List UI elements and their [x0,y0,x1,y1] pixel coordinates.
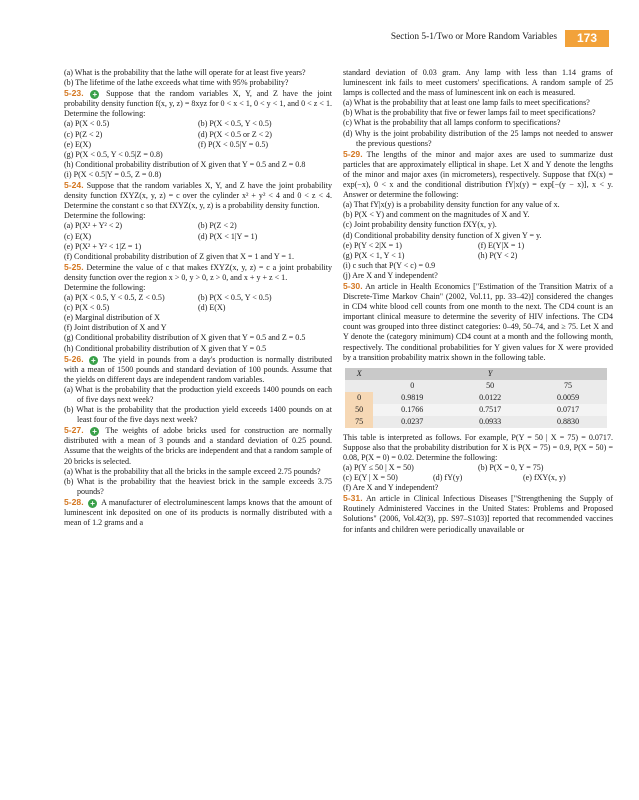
text-line: (b) The lifetime of the lathe exceeds what time with 95% probability? [64,78,289,88]
question-part: (g) P(X < 1, Y < 1) [343,250,405,260]
text-line: Determine the following: [64,282,146,292]
exercise [64,180,332,211]
exercise [343,281,613,363]
text-line: (f) Conditional probability distribution of Z given that X = 1 and Y = 1. [64,251,294,261]
text-line: (a) What is the probability that the lathe will operate for at least five years? [64,68,306,77]
exercise [64,497,332,528]
question-part: (e) P(Y < 2|X = 1) [343,240,402,250]
question-part: (c) P(Z < 2) [64,129,103,139]
question-row [64,232,332,242]
question-part: (b) P(Z < 2) [198,221,237,231]
text-line: (e) Marginal distribution of X [64,313,160,323]
exercise-text: An article in Clinical Infectious Diseases ["Strengthening the Supply of Routinely Administered Vaccines in the United States: Problems and Proposed Solutions" (2006, Vol.42(3), pp. S97–S103)] reported that recommended vaccines for infants and children were periodically unavailable or [343,494,613,534]
exercise-text: The yield in pounds from a day's production is normally distributed with a mean of 1500 pounds and standard deviation of 100 pounds. Assume that the yields on different days are independent random variables. [64,354,333,384]
exercise-number: 5-29. [343,148,363,159]
text-line: (a) That fY|x(y) is a probability density function for any value of x. [343,200,560,210]
question-row [343,241,613,251]
question-part: (c) E(Y | X = 50) [343,473,398,483]
table-cell: 0.9819 [373,392,451,404]
exercise-number: 5-27. [64,425,84,436]
question-part: (a) P(X < 0.5) [64,119,110,129]
question-part: (d) P(X < 0.5 or Z < 2) [198,129,272,139]
question-row [64,119,332,129]
text-line: (g) P(X < 0.5, Y < 0.5|Z = 0.8) [64,149,163,159]
question-row [64,293,332,303]
table-y-values-row [345,380,607,392]
question-row [343,463,613,473]
question-row [64,303,332,313]
header-x: X [345,368,373,380]
y-value: 50 [451,380,529,392]
plus-icon: + [90,90,99,99]
text-line: (f) Are X and Y independent? [343,483,439,493]
page-header [0,30,639,48]
exercise-number: 5-26. [64,353,84,364]
plus-icon: + [88,499,97,508]
exercise [64,354,332,385]
question-row [343,473,613,483]
question-part: (c) P(X < 0.5) [64,303,110,313]
question-part: (d) E(X) [198,303,226,313]
table-cell: 0.0717 [529,404,607,416]
text-line: (a) What is the probability that at least one lamp fails to meet specifications? [343,98,590,108]
text-line: (b) What is the probability that five or fewer lamps fail to meet specifications? [343,108,596,118]
question-row [64,130,332,140]
table-cell: 0.8830 [529,416,607,428]
exercise-text: A manufacturer of electroluminescent lamps knows that the amount of luminescent ink deposited on one of its products is normally distributed with a mean of 1.2 grams and a [64,497,332,528]
table-row [345,392,607,404]
text-line: Determine the following: [64,211,146,221]
exercise [64,425,332,466]
text-line: (b) What is the probability that the production yield exceeds 1400 pounds on at least four of the five days next week? [64,405,332,425]
row-label: 0 [345,392,373,404]
question-part: (a) P(X < 0.5, Y < 0.5, Z < 0.5) [64,293,165,303]
table-row [345,416,607,428]
row-label: 75 [345,416,373,428]
plus-icon: + [89,356,98,365]
text-line: (j) Are X and Y independent? [343,270,438,280]
question-part: (a) P(X² + Y² < 2) [64,221,123,231]
question-row [64,221,332,231]
text-line: (b) P(X < Y) and comment on the magnitudes of X and Y. [343,210,530,220]
table-cell: 0.0237 [373,416,451,428]
exercise-text: Suppose that the random variables X, Y, and Z have the joint probability density function f(x, y, z) = 8xyz for 0 < x < 1, 0 < y < 1, and 0 < z < 1. Determine the following: [64,89,333,119]
table-row [345,404,607,416]
question-part: (c) E(X) [64,231,92,241]
question-part: (d) fY(y) [433,473,463,483]
text-line: (b) What is the probability that the heaviest brick in the sample exceeds 3.75 pounds? [64,476,332,496]
text-line: (c) What is the probability that all lamps conform to specifications? [343,118,561,128]
question-part: (f) E(Y|X = 1) [478,240,525,250]
question-part: (d) P(X < 1|Y = 1) [198,231,258,241]
transition-matrix-table [345,368,607,428]
question-part: (e) E(X) [64,139,92,149]
exercise-number: 5-30. [343,280,363,291]
table-cell: 0.1766 [373,404,451,416]
text-line: This table is interpreted as follows. For example, P(Y = 50 | X = 75) = 0.0717. Suppose also that the probability distribution for X is P(X = 75) = 0.9, P(X = 50) = 0.08, P(X = 0) = 0.02. Determine the following: [343,432,613,462]
question-part: (b) P(X = 0, Y = 75) [478,463,544,472]
question-part: (e) fXY(x, y) [523,473,566,483]
text-line: (e) P(X² + Y² < 1|Z = 1) [64,241,142,251]
table-corner-cell [345,380,373,392]
table-cell: 0.0933 [451,416,529,428]
section-title: Section 5-1/Two or More Random Variables [390,32,557,42]
table-cell: 0.0059 [529,392,607,404]
exercise-number: 5-28. [64,496,84,507]
text-line: (d) Conditional probability density function of X given Y = y. [343,230,542,240]
text-line: (i) c such that P(Y < c) = 0.9 [343,260,436,270]
text-line: (c) Joint probability density function fXY(x, y). [343,220,497,230]
exercise-number: 5-25. [64,261,84,272]
text-line: standard deviation of 0.03 gram. Any lamp with less than 1.14 grams of luminescent ink fails to meet customers' specifications. A random sample of 25 lamps is collected and the mass of luminescent ink on each is measured. [343,68,613,98]
right-column [343,68,613,535]
exercise-number: 5-23. [64,88,84,99]
table-cell: 0.7517 [451,404,529,416]
text-line: (g) Conditional probability distribution of X given that Y = 0.5 and Z = 0.5 [64,333,306,343]
table-header-row [345,368,607,380]
text-line: (f) Joint distribution of X and Y [64,323,167,333]
question-part: (b) P(X < 0.5, Y < 0.5) [198,293,272,303]
exercise-text: An article in Health Economics ["Estimation of the Transition Matrix of a Discrete-Time Markov Chain" (2002, Vol.11, pp. 33–42)] considered the changes in CD4 white blood cell counts from one month to the next. The CD4 count is an important clinical measure to determine the severity of HIV infections. The CD4 count was grouped into three distinct categories: 0–49, 50–74, and ≥ 75. Let X and Y denote the (category minimum) CD4 count at a month and the following month, respectively. The conditional probabilities for Y given values for X were provided by a transition probability matrix shown in the following table. [343,281,613,362]
left-column [64,68,332,528]
question-part: (h) P(Y < 2) [478,250,518,260]
y-value: 75 [529,380,607,392]
text-line: (a) What is the probability that all the bricks in the sample exceed 2.75 pounds? [64,466,321,476]
exercise [64,262,332,283]
exercise [64,88,332,119]
question-part: (b) P(X < 0.5, Y < 0.5) [198,119,272,129]
text-line: (i) P(X < 0.5|Y = 0.5, Z = 0.8) [64,169,162,179]
table-cell: 0.0122 [451,392,529,404]
text-line: (h) Conditional probability distribution of X given that Y = 0.5 [64,343,267,353]
exercise-number: 5-31. [343,493,363,504]
plus-icon: + [90,427,99,436]
text-line: (a) What is the probability that the production yield exceeds 1400 pounds on each of five days next week? [64,384,332,404]
header-y: Y [373,368,607,380]
question-row [64,140,332,150]
row-label: 50 [345,404,373,416]
text-line: (d) Why is the joint probability distribution of the 25 lamps not needed to answer the previous questions? [343,128,613,148]
exercise-text: The lengths of the minor and major axes are used to summarize dust particles that are approximately elliptical in shape. Let X and Y denote the lengths of the minor and major axes (in micrometers), respectively. Suppose that fX(x) = exp(−x), 0 < x and the conditional distribution fY|x(y) = exp[−(y − x)], x < y. Answer or determine the following: [343,149,613,200]
text-line: (h) Conditional probability distribution of X given that Y = 0.5 and Z = 0.8 [64,159,306,169]
exercise-text: Suppose that the random variables X, Y, and Z have the joint probability density function fXYZ(x, y, z) = c over the cylinder x² + y² < 4 and 0 < z < 4. Determine the constant c so that fXYZ(x, y, z) is a probability density function. [64,181,332,211]
question-part: (a) P(Y ≤ 50 | X = 50) [343,463,414,472]
exercise [343,493,613,534]
question-part: (f) P(X < 0.5|Y = 0.5) [198,139,269,149]
y-value: 0 [373,380,451,392]
exercise [343,149,613,200]
exercise-text: Determine the value of c that makes fXYZ(x, y, z) = c a joint probability density function over the region x > 0, y > 0, z > 0, and x + y + z < 1. [64,262,332,282]
page-number: 173 [565,30,609,47]
exercise-number: 5-24. [64,180,84,191]
exercise-text: The weights of adobe bricks used for construction are normally distributed with a mean of 3 pounds and a standard deviation of 0.25 pound. Assume that the weights of the bricks are independent and that a random sample of 20 bricks is selected. [64,426,332,466]
question-row [343,251,613,261]
